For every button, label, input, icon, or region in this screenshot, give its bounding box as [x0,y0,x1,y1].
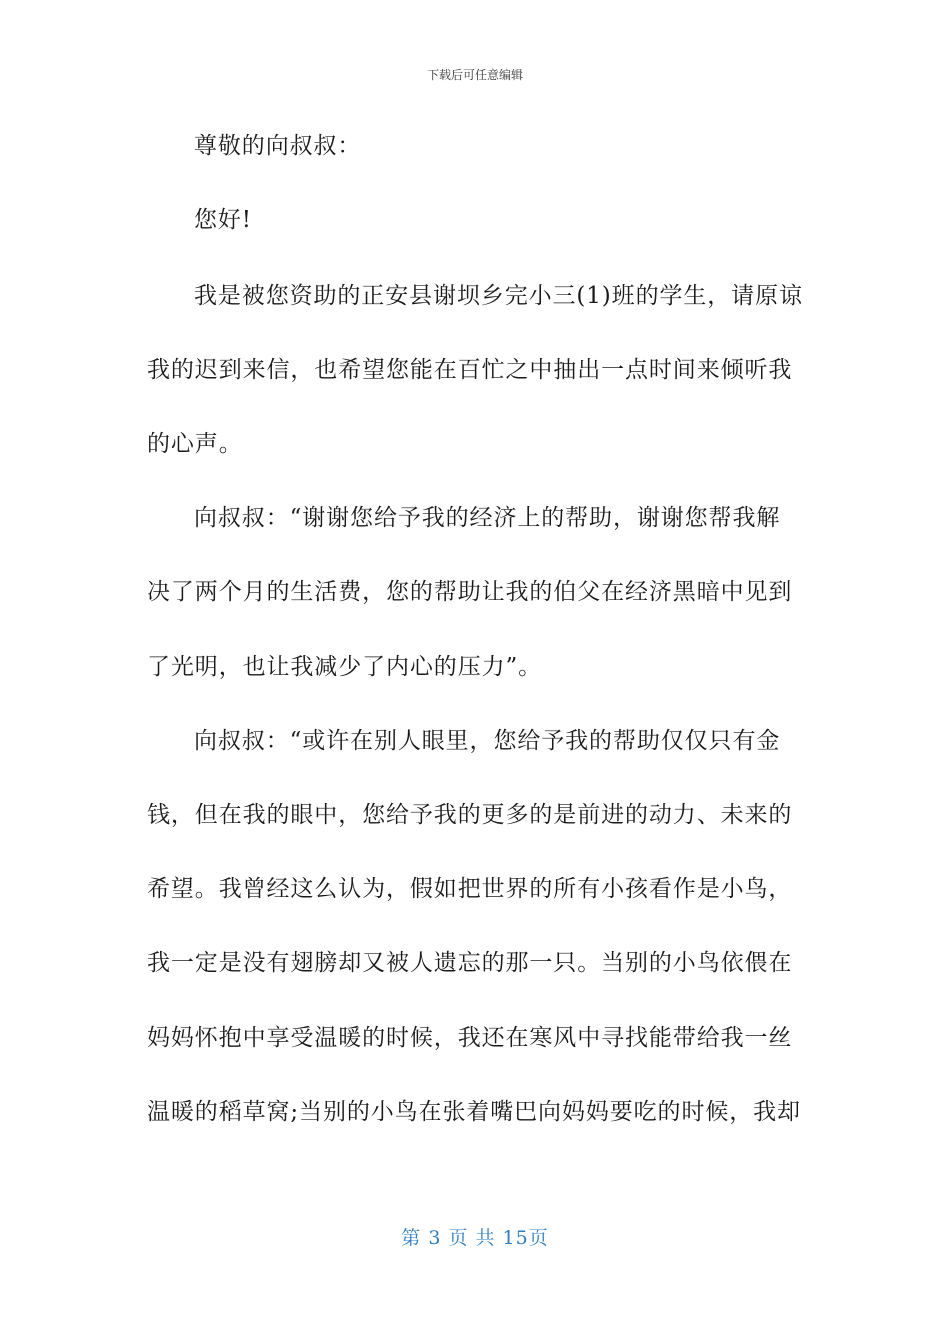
paragraph-line: 我一定是没有翅膀却又被人遗忘的那一只。当别的小鸟依偎在 [147,950,793,976]
paragraph-line: 向叔叔：“或许在别人眼里，您给予我的帮助仅仅只有金 [194,728,781,754]
page-header-note: 下载后可任意编辑 [426,68,523,82]
greeting-line: 您好! [194,207,252,233]
paragraph-line: 我是被您资助的正安县谢坝乡完小三(1)班的学生，请原谅 [194,283,803,309]
paragraph-line: 的心声。 [147,431,243,457]
paragraph-line: 我的迟到来信，也希望您能在百忙之中抽出一点时间来倾听我 [147,357,793,383]
paragraph-line: 向叔叔：“谢谢您给予我的经济上的帮助，谢谢您帮我解 [194,505,781,531]
paragraph-line: 妈妈怀抱中享受温暖的时候，我还在寒风中寻找能带给我一丝 [147,1025,793,1051]
salutation-line: 尊敬的向叔叔： [194,133,362,159]
page-number: 第 3 页 共 15页 [401,1227,549,1249]
paragraph-line: 温暖的稻草窝;当别的小鸟在张着嘴巴向妈妈要吃的时候，我却 [147,1099,801,1125]
paragraph-line: 希望。我曾经这么认为，假如把世界的所有小孩看作是小鸟， [147,876,793,902]
paragraph-line: 决了两个月的生活费，您的帮助让我的伯父在经济黑暗中见到 [147,579,793,605]
paragraph-line: 了光明，也让我减少了内心的压力”。 [147,654,543,680]
paragraph-line: 钱，但在我的眼中，您给予我的更多的是前进的动力、未来的 [147,802,793,828]
